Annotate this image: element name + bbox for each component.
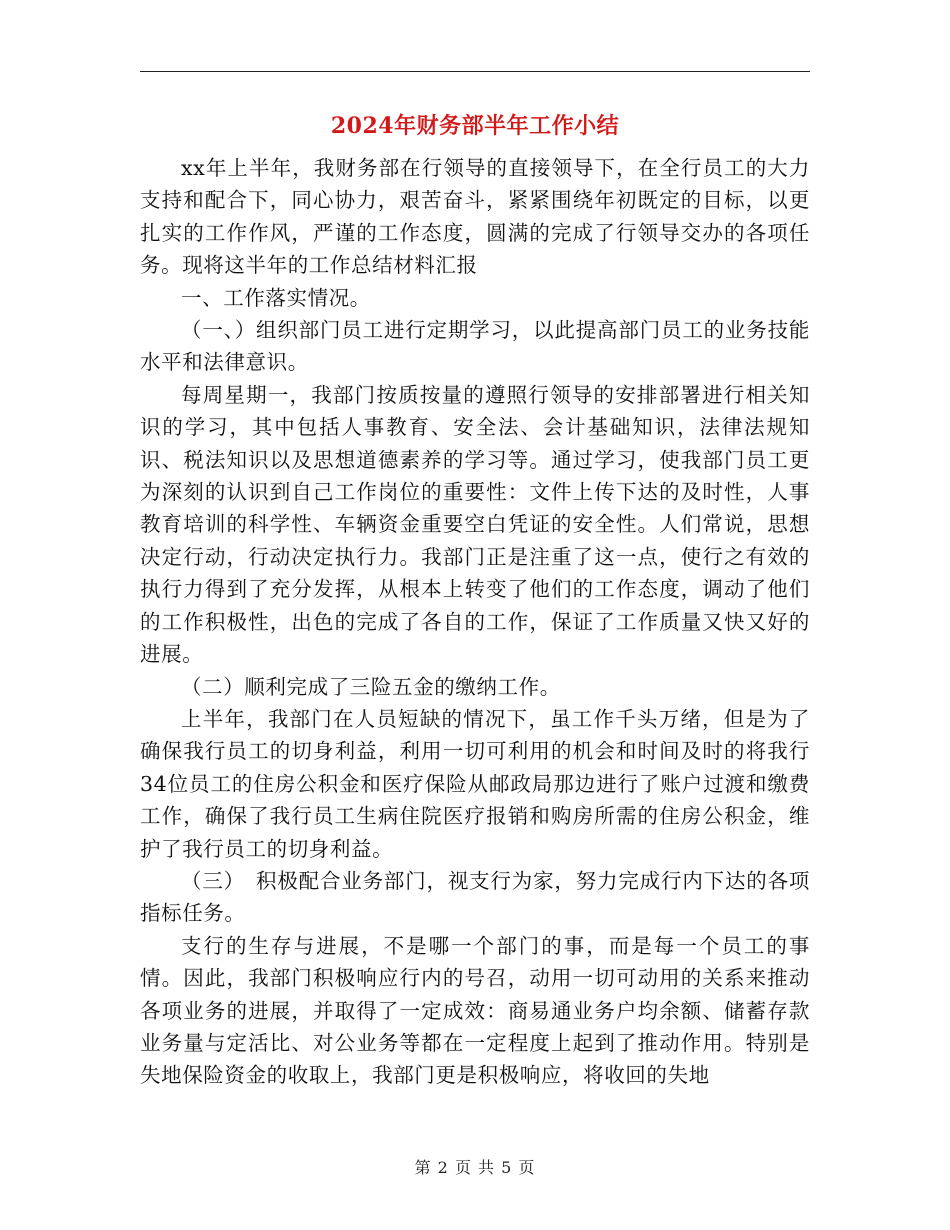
- paragraph-intro: xx年上半年，我财务部在行领导的直接领导下，在全行员工的大力支持和配合下，同心协力，艰苦奋斗，紧紧围绕年初既定的目标，以更扎实的工作作风，严谨的工作态度，圆满的完成了行领导交办的各项任务。现将这半年的工作总结材料汇报: [140, 156, 810, 278]
- subheading-1: （一、）组织部门员工进行定期学习，以此提高部门员工的业务技能水平和法律意识。: [140, 318, 810, 375]
- section-heading-work-status: 一、工作落实情况。: [181, 285, 371, 310]
- header-rule: [140, 71, 810, 72]
- page-number-footer: 第 2 页 共 5 页: [414, 1158, 536, 1177]
- paragraph-business: 支行的生存与进展，不是哪一个部门的事，而是每一个员工的事情。因此，我部门积极响应行内的号召，动用一切可动用的关系来推动各项业务的进展，并取得了一定成效：商易通业务户均余额、储蓄存款业务量与定活比、对公业务等都在一定程度上起到了推动作用。特别是失地保险资金的收取上，我部门更是积极响应，将收回的失地: [140, 933, 810, 1088]
- subheading-3: （三） 积极配合业务部门，视支行为家，努力完成行内下达的各项指标任务。: [140, 868, 810, 926]
- paragraph-insurance: 上半年，我部门在人员短缺的情况下，虽工作千头万绪，但是为了确保我行员工的切身利益，利用一切可利用的机会和时间及时的将我行34位员工的住房公积金和医疗保险从邮政局那边进行了账户过渡和缴费工作，确保了我行员工生病住院医疗报销和购房所需的住房公积金，维护了我行员工的切身利益。: [140, 706, 810, 861]
- document-title: 2024年财务部半年工作小结: [330, 113, 620, 139]
- paragraph-study: 每周星期一，我部门按质按量的遵照行领导的安排部署进行相关知识的学习，其中包括人事教育、安全法、会计基础知识，法律法规知识、税法知识以及思想道德素养的学习等。通过学习，使我部门员工更为深刻的认识到自己工作岗位的重要性：文件上传下达的及时性，人事教育培训的科学性、车辆资金重要空白凭证的安全性。人们常说，思想决定行动，行动决定执行力。我部门正是注重了这一点，使行之有效的执行力得到了充分发挥，从根本上转变了他们的工作态度，调动了他们的工作积极性，出色的完成了各自的工作，保证了工作质量又快又好的进展。: [140, 382, 810, 667]
- document-body: [140, 152, 810, 1092]
- subheading-2: （二）顺利完成了三险五金的缴纳工作。: [181, 674, 561, 699]
